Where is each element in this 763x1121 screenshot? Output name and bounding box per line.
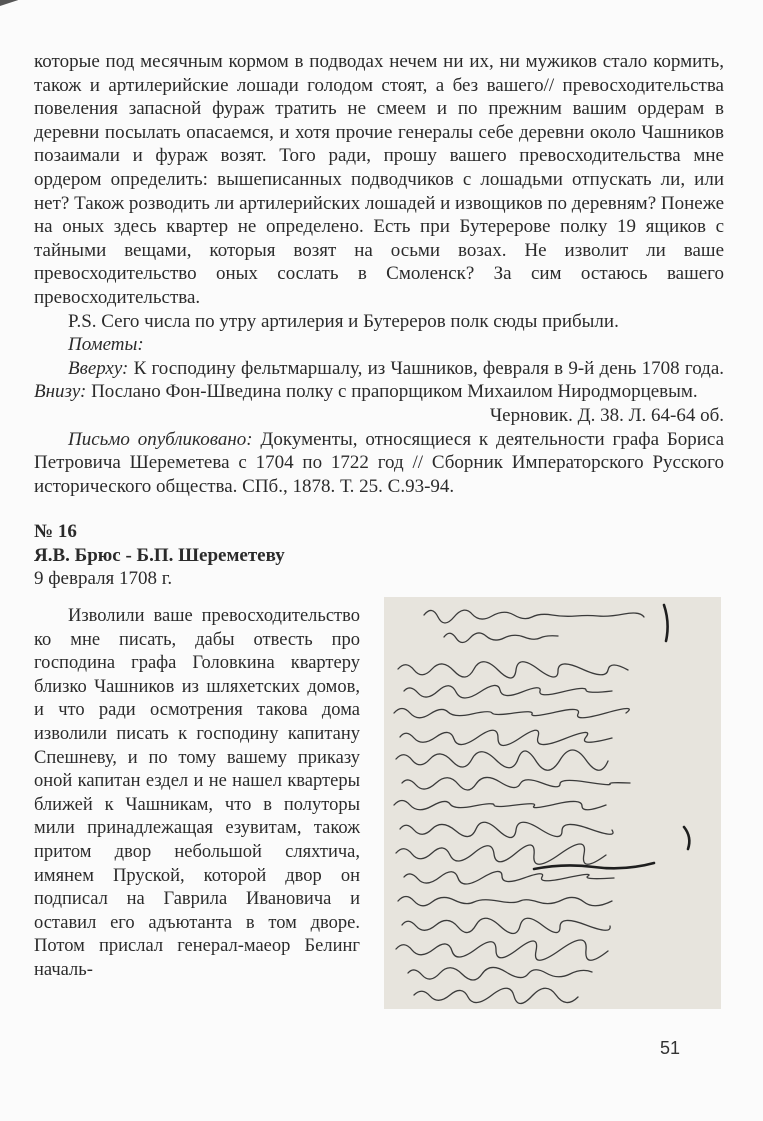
publication-text: Документы, относящиеся к деятельности графа Бориса Петровича Шереметева с 1704 по 1722 год // Сборник Императорского Русского исторического общества. СПб., 1878. Т. 25. С.93-94. [34, 428, 725, 497]
marks-top-label: Вверху: [68, 357, 129, 379]
publication-paragraph [34, 428, 724, 499]
manuscript-facsimile [384, 597, 721, 1009]
archive-reference: Черновик. Д. 38. Л. 64-64 об. [489, 404, 724, 426]
marks-bottom-text: Послано Фон-Шведина полку с прапорщиком Михаилом Ниродморцевым. [91, 381, 698, 403]
document-number: № 16 [34, 521, 77, 543]
page-corner-mark [0, 0, 18, 6]
document-date: 9 февраля 1708 г. [34, 568, 173, 590]
marks-top-text: К господину фельтмаршалу, из Чашников, февраля в 9-й день 1708 года. [133, 357, 724, 379]
marks-bottom-label: Внизу: [34, 381, 87, 403]
publication-label: Письмо опубликовано: [68, 428, 253, 450]
book-page [34, 50, 724, 1025]
marks-paragraph [34, 357, 724, 404]
document-body-column [34, 605, 360, 983]
letter-body-text: которые под месячным кормом в подводах нечем ни их, ни мужиков стало кормить, також и артилерийские лошади голодом стоят, а без вашего// превосходительства повеления запасной фураж тратить не смеем и по прежним вашим ордерам в деревни посылать опасаемся, и хотя прочие генералы себе деревни около Чашников позаимали и фураж возят. Того ради, прошу вашего превосходительства мне ордером определить: вышеписанных подводчиков с лошадьми отпускать ли, или нет? Також розводить ли артилерийских лошадей и извощиков по деревням? Понеже на оных здесь квартер не определено. Есть при Бутерерове полку 19 ящиков с тайными вещами, которыя возят на осьми возах. Не изволит ли ваше превосходительство оных сослать в Смоленск? За сим остаюсь вашего превосходительства. [34, 51, 725, 308]
document-header: Я.В. Брюс - Б.П. Шереметеву [34, 544, 285, 566]
postscript-text: P.S. Сего числа по утру артилерия и Бутереров полк сюды прибыли. [68, 310, 619, 332]
page-number: 51 [660, 1038, 681, 1058]
document-body-text: Изволили ваше превосходительство ко мне писать, дабы отвесть про господина графа Головкина квартеру близко Чашников из шляхетских домов, и что ради осмотрения такова дома изволили писать к господину капитану Спешневу, и по тому вашему приказу оной капитан ездел и не нашел квартеры ближей к Чашникам, что в полуторы мили принадлежащая езувитам, також притом двор небольшой сляхтича, имянем Пруской, которой двор он подписал на Гаврила Ивановича и оставил его адъютанта в том дворе. Потом прислал генерал-маеор Белинг началь- [34, 606, 360, 980]
document-body-section [34, 605, 724, 1025]
marks-heading: Пометы: [68, 334, 144, 356]
handwriting-illustration [384, 597, 721, 1009]
